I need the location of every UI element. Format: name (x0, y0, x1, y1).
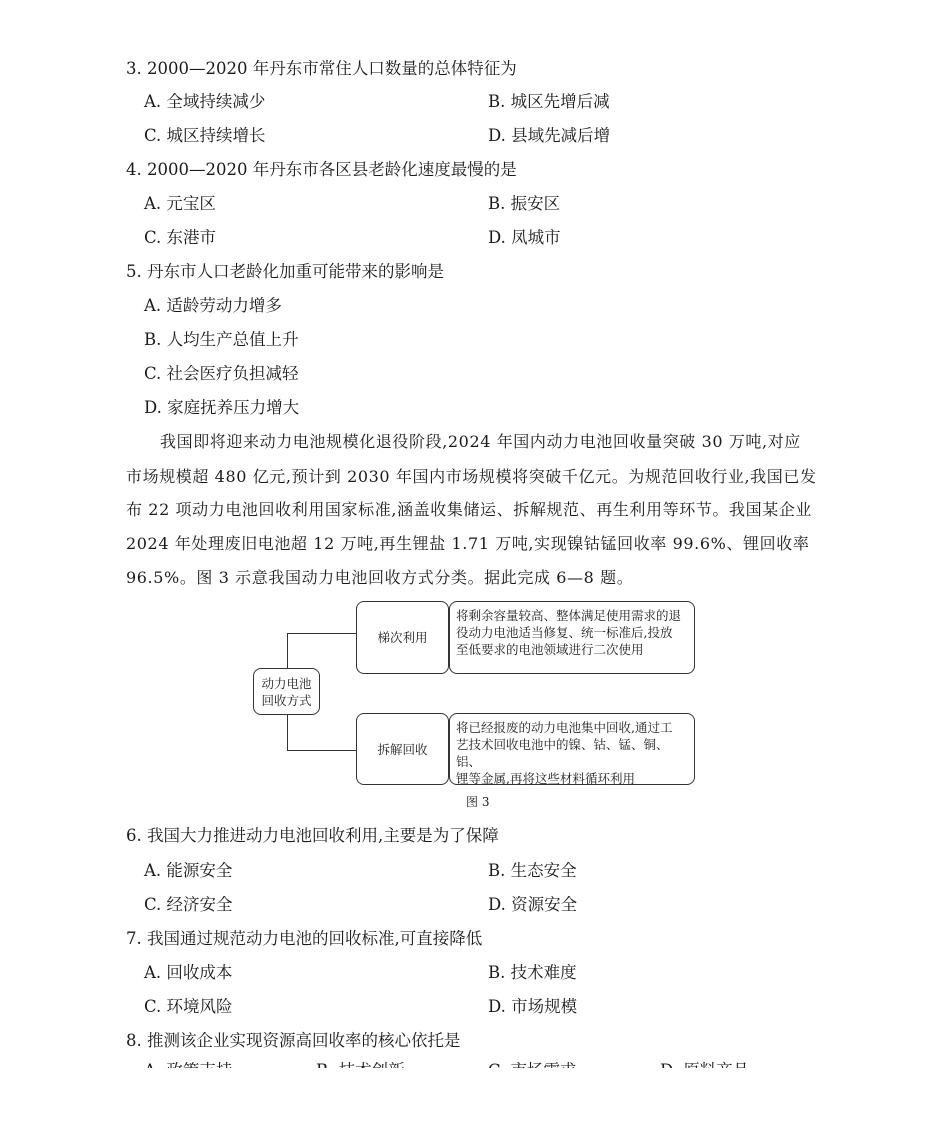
passage-line-1: 我国即将迎来动力电池规模化退役阶段,2024 年国内动力电池回收量突破 30 万吨,对应 (160, 432, 801, 451)
passage-line-3: 布 22 项动力电池回收利用国家标准,涵盖收集储运、拆解规范、再生利用等环节。我国某企业 (126, 500, 813, 519)
q5-option-c: C. 社会医疗负担减轻 (144, 364, 299, 383)
question-8-stem: 8. 推测该企业实现资源高回收率的核心依托是 (126, 1031, 461, 1050)
branch-label-dismantle: 拆解回收 (377, 741, 428, 757)
desc-box-dismantle (449, 713, 695, 785)
connector-top (287, 633, 356, 634)
q3-option-d: D. 县域先减后增 (488, 126, 611, 145)
question-4-stem: 4. 2000—2020 年丹东市各区县老龄化速度最慢的是 (126, 160, 517, 179)
desc-cascade-line-2: 役动力电池适当修复、统一标准后,投放 (456, 625, 673, 640)
passage-line-4: 2024 年处理废旧电池超 12 万吨,再生锂盐 1.71 万吨,实现镍钴锰回收率 99.6%、锂回收率 (126, 534, 810, 553)
q7-option-b: B. 技术难度 (488, 963, 577, 982)
q5-option-d: D. 家庭抚养压力增大 (144, 398, 300, 417)
desc-dismantle-line-2: 艺技术回收电池中的镍、钴、锰、铜、铝、 (456, 737, 669, 769)
figure-caption: 图 3 (466, 795, 490, 809)
q4-option-b: B. 振安区 (488, 194, 561, 213)
q7-option-a: A. 回收成本 (144, 963, 233, 982)
question-6-stem: 6. 我国大力推进动力电池回收利用,主要是为了保障 (126, 826, 499, 845)
q6-option-d: D. 资源安全 (488, 895, 578, 914)
branch-label-cascade-use: 梯次利用 (377, 630, 428, 645)
desc-cascade-line-1: 将剩余容量较高、整体满足使用需求的退 (456, 608, 682, 623)
page-crop-mask (0, 1068, 950, 1138)
q4-option-d: D. 凤城市 (488, 228, 561, 247)
q4-option-c: C. 东港市 (144, 228, 217, 247)
q3-option-b: B. 城区先增后减 (488, 92, 610, 111)
q4-option-a: A. 元宝区 (144, 194, 216, 213)
q6-option-b: B. 生态安全 (488, 861, 577, 880)
q6-option-c: C. 经济安全 (144, 895, 233, 914)
passage-line-2: 市场规模超 480 亿元,预计到 2030 年国内市场规模将突破千亿元。为规范回收行业,我国已发 (126, 467, 817, 486)
passage-line-5: 96.5%。图 3 示意我国动力电池回收方式分类。据此完成 6—8 题。 (126, 568, 634, 587)
root-label-line-1: 动力电池 (261, 675, 312, 691)
q7-option-c: C. 环境风险 (144, 997, 233, 1016)
q6-option-a: A. 能源安全 (144, 861, 233, 880)
root-box (253, 668, 320, 715)
question-7-stem: 7. 我国通过规范动力电池的回收标准,可直接降低 (126, 929, 483, 948)
desc-box-cascade-use (449, 601, 695, 674)
q5-option-b: B. 人均生产总值上升 (144, 330, 299, 349)
desc-dismantle-line-3: 锂等金属,再将这些材料循环利用 (456, 771, 635, 786)
q3-option-a: A. 全域持续减少 (144, 92, 266, 111)
branch-box-dismantle (356, 713, 449, 785)
branch-box-cascade-use (356, 601, 449, 674)
desc-cascade-line-3: 至低要求的电池领域进行二次使用 (456, 642, 644, 657)
q7-option-d: D. 市场规模 (488, 997, 578, 1016)
q3-option-c: C. 城区持续增长 (144, 126, 266, 145)
q5-option-a: A. 适龄劳动力增多 (144, 296, 282, 315)
question-5-stem: 5. 丹东市人口老龄化加重可能带来的影响是 (126, 262, 444, 281)
connector-bottom (287, 750, 356, 751)
desc-dismantle-line-1: 将已经报废的动力电池集中回收,通过工 (456, 720, 673, 735)
question-3-stem: 3. 2000—2020 年丹东市常住人口数量的总体特征为 (126, 59, 517, 78)
root-label-line-2: 回收方式 (261, 692, 312, 708)
